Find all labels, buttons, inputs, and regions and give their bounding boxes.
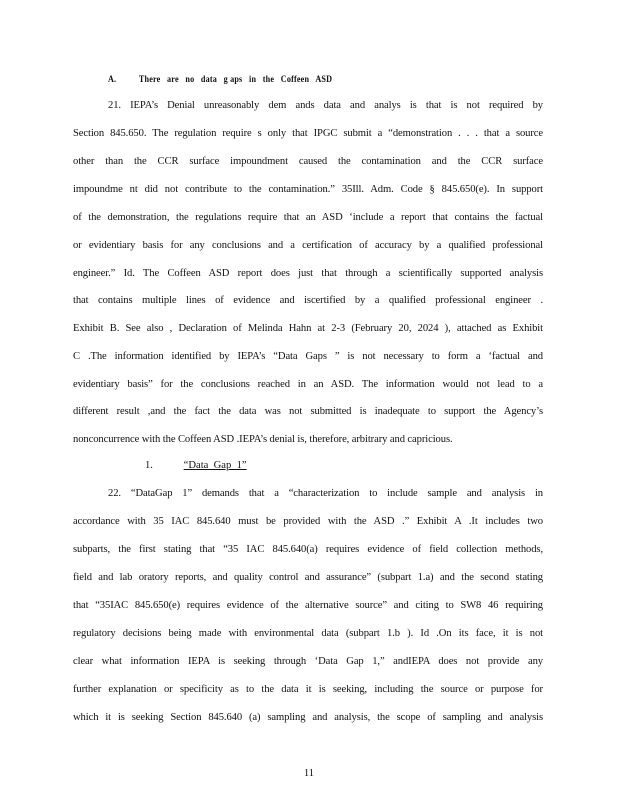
paragraph-line: regulatory decisions being made with environmental data (subpart 1.b ). Id .On its face, it is not	[73, 628, 543, 639]
paragraph-line: other than the CCR surface impoundment caused the contamination and the CCR surface	[73, 156, 543, 167]
paragraph-line: Exhibit B. See also , Declaration of Melinda Hahn at 2-3 (February 20, 2024 ), attached as Exhibit	[73, 323, 543, 334]
paragraph-line: Section 845.650. The regulation require s only that IPGC submit a “demonstration . . . that a source	[73, 128, 543, 139]
paragraph-line: clear what information IEPA is seeking through ‘Data Gap 1,” andIEPA does not provide any	[73, 656, 543, 667]
section-heading	[108, 74, 336, 85]
paragraph-line: of the demonstration, the regulations require that an ASD ‘include a report that contains the factual	[73, 212, 543, 223]
paragraph-line: further explanation or specificity as to the data it is seeking, including the source or purpose for	[73, 684, 543, 695]
paragraph-line: C .The information identified by IEPA’s “Data Gaps ” is not necessary to form a ‘factual and	[73, 351, 543, 362]
paragraph-line: evidentiary basis” for the conclusions reached in an ASD. The information would not lead to a	[73, 379, 543, 390]
paragraph-line: or evidentiary basis for any conclusions and a certification of accuracy by a qualified professional	[73, 240, 543, 251]
subsection-number: 1.	[145, 460, 153, 471]
paragraph-line: nonconcurrence with the Coffeen ASD .IEPA’s denial is, therefore, arbitrary and capricious.	[73, 434, 453, 445]
paragraph-line: 21. IEPA’s Denial unreasonably dem ands data and analys is that is not required by	[108, 100, 543, 111]
paragraph-line: which it is seeking Section 845.640 (a) sampling and analysis, the scope of sampling and analysis	[73, 712, 543, 723]
section-heading-text: There are no data g aps in the Coffeen ASD	[138, 74, 333, 85]
section-heading-letter: A.	[108, 74, 117, 85]
page-number: 11	[303, 768, 315, 779]
subsection-title: “Data Gap 1”	[183, 460, 247, 471]
subsection-heading	[145, 460, 247, 471]
paragraph-line: different result ,and the fact the data was not submitted is inadequate to support the Agency’s	[73, 406, 543, 417]
paragraph-line: that contains multiple lines of evidence and iscertified by a qualified professional engineer .	[73, 295, 543, 306]
paragraph-line: 22. “DataGap 1” demands that a “characterization to include sample and analysis in	[108, 488, 543, 499]
paragraph-line: accordance with 35 IAC 845.640 must be provided with the ASD .” Exhibit A .It includes two	[73, 516, 543, 527]
paragraph-line: impoundme nt did not contribute to the contamination.” 35Ill. Adm. Code § 845.650(e). In support	[73, 184, 543, 195]
paragraph-line: engineer.” Id. The Coffeen ASD report does just that through a scientifically supported analysis	[73, 268, 543, 279]
paragraph-line: subparts, the first stating that “35 IAC 845.640(a) requires evidence of field collection methods,	[73, 544, 543, 555]
paragraph-line: field and lab oratory reports, and quality control and assurance” (subpart 1.a) and the second stating	[73, 572, 543, 583]
paragraph-line: that “35IAC 845.650(e) requires evidence of the alternative source” and citing to SW8 46 requiring	[73, 600, 543, 611]
